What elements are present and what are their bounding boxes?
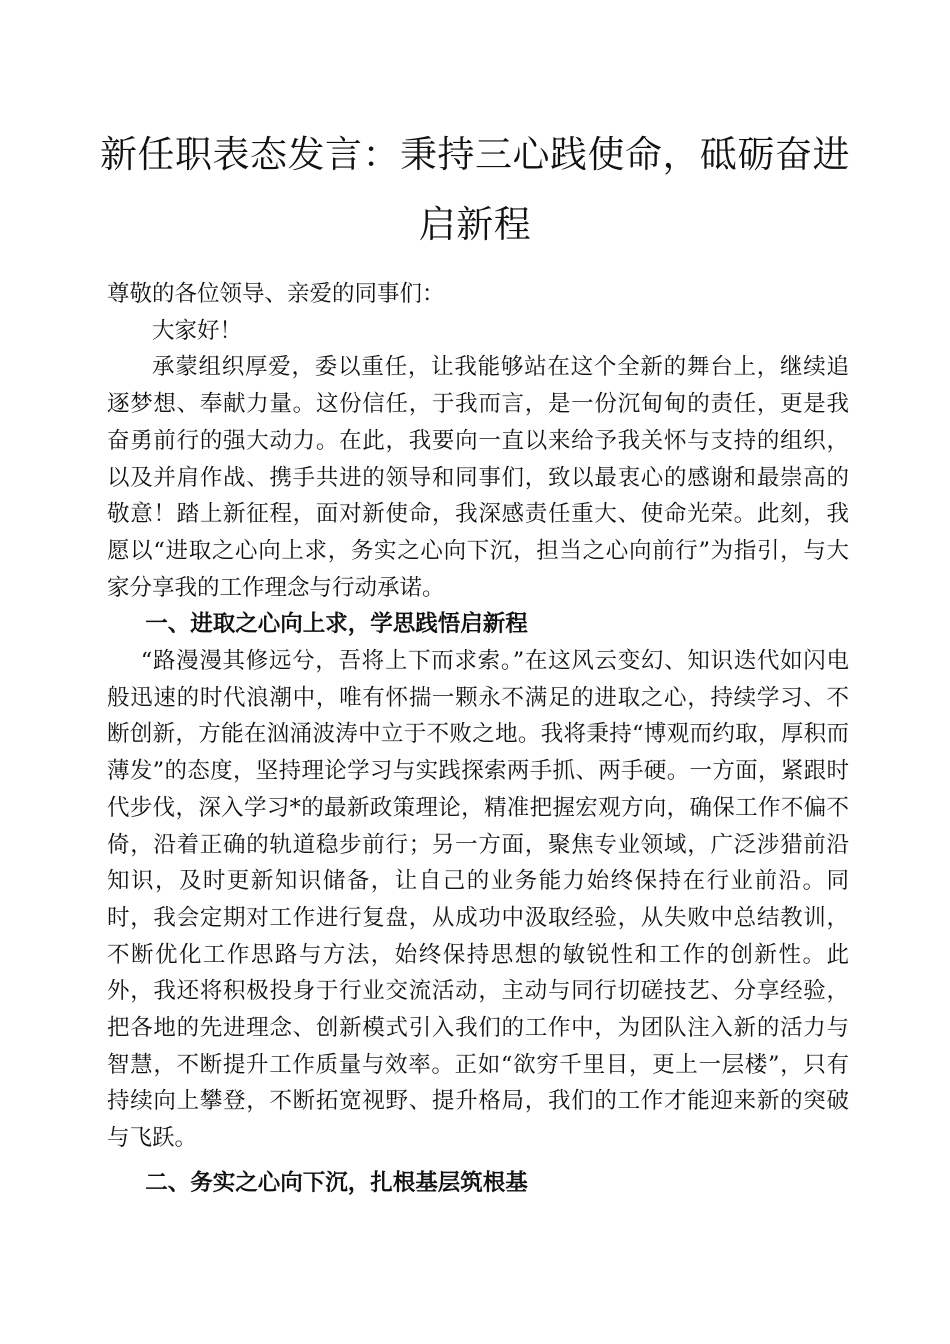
section-1-heading: 一、进取之心向上求，学思践悟启新程: [145, 611, 528, 638]
document-title: 新任职表态发言：秉持三心践使命，砥砺奋进启新程: [100, 133, 850, 246]
salutation: 尊敬的各位领导、亲爱的同事们：: [107, 281, 445, 307]
intro-paragraph: 承蒙组织厚爱，委以重任，让我能够站在这个全新的舞台上，继续追逐梦想、奉献力量。这份信任，于我而言，是一份沉甸甸的责任，更是我奋勇前行的强大动力。在此，我要向一直以来给予我关怀与支持的组织，以及并肩作战、携手共进的领导和同事们，致以最衷心的感谢和最崇高的敬意！踏上新征程，面对新使命，我深感责任重大、使命光荣。此刻，我愿以“进取之心向上求，务实之心向下沉，担当之心向前行”为指引，与大家分享我的工作理念与行动承诺。: [107, 354, 849, 601]
document-body: [107, 276, 849, 1202]
section-2-heading: 二、务实之心向下沉，扎根基层筑根基: [145, 1169, 528, 1196]
section-1-paragraph: “路漫漫其修远兮，吾将上下而求索。”在这风云变幻、知识迭代如闪电般迅速的时代浪潮中，唯有怀揣一颗永不满足的进取之心，持续学习、不断创新，方能在汹涌波涛中立于不败之地。我将秉持“博观而约取，厚积而薄发”的态度，坚持理论学习与实践探索两手抓、两手硬。一方面，紧跟时代步伐，深入学习*的最新政策理论，精准把握宏观方向，确保工作不偏不倚，沿着正确的轨道稳步前行；另一方面，聚焦专业领域，广泛涉猎前沿知识，及时更新知识储备，让自己的业务能力始终保持在行业前沿。同时，我会定期对工作进行复盘，从成功中汲取经验，从失败中总结教训，不断优化工作思路与方法，始终保持思想的敏锐性和工作的创新性。此外，我还将积极投身于行业交流活动，主动与同行切磋技艺、分享经验，把各地的先进理念、创新模式引入我们的工作中，为团队注入新的活力与智慧，不断提升工作质量与效率。正如“欲穷千里目，更上一层楼”，只有持续向上攀登，不断拓宽视野、提升格局，我们的工作才能迎来新的突破与飞跃。: [107, 648, 849, 1152]
greeting: 大家好！: [152, 317, 243, 344]
